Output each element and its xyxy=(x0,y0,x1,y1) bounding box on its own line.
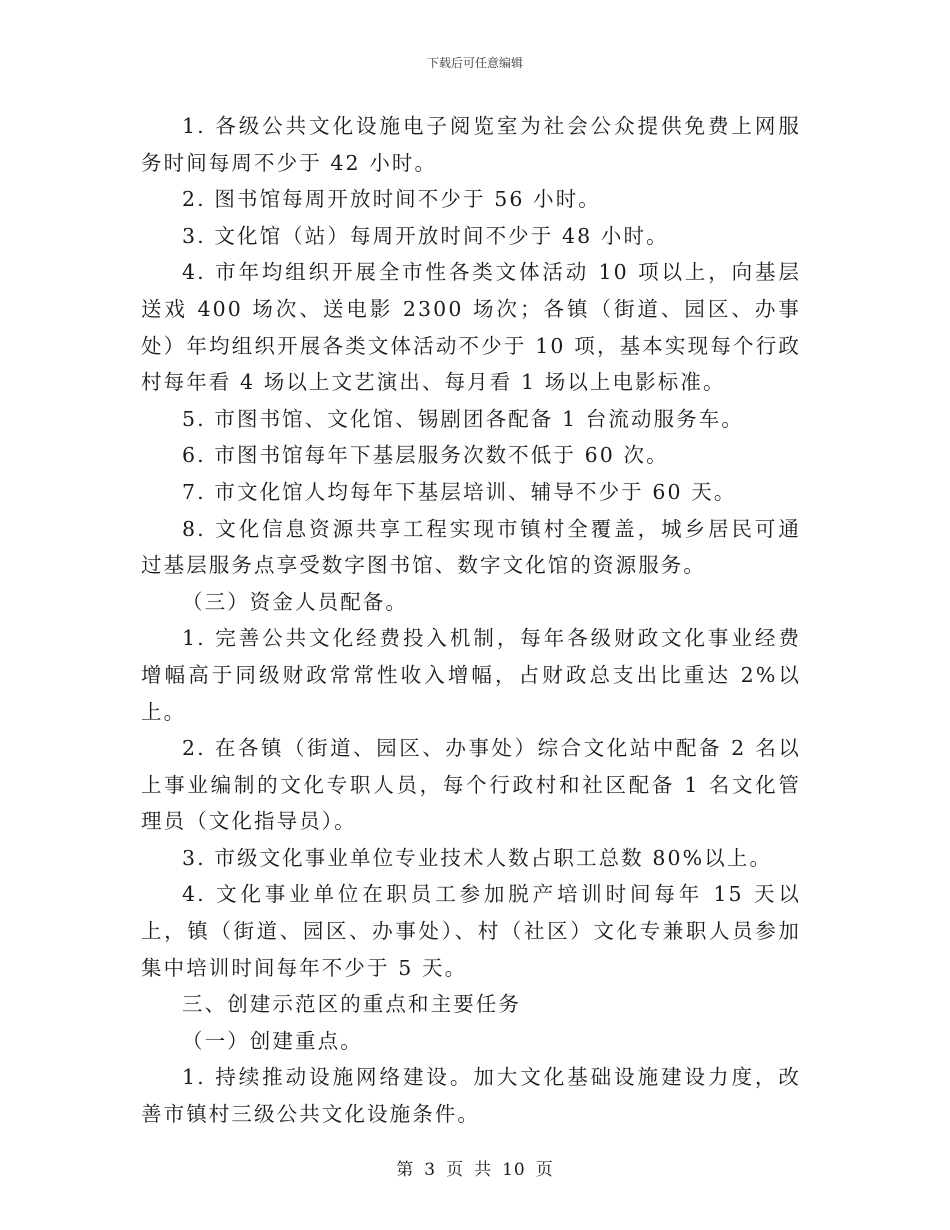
footer-prefix: 第 xyxy=(396,1160,415,1180)
paragraph-item-7: 7. 市文化馆人均每年下基层培训、辅导不少于 60 天。 xyxy=(182,479,737,504)
section-heading-funding-staffing: （三）资金人员配备。 xyxy=(182,589,408,614)
section-heading-creation-focus: （一）创建重点。 xyxy=(182,1028,363,1053)
paragraph-item-2: 2. 图书馆每周开放时间不少于 56 小时。 xyxy=(182,187,601,212)
footer-page-label: 页 xyxy=(446,1160,465,1180)
paragraph-funding-4: 4. 文化事业单位在职员工参加脱产培训时间每年 15 天以上，镇（街道、园区、办事处）、村（社区）文化专兼职人员参加集中培训时间每年不少于 5 天。 xyxy=(141,882,801,980)
paragraph-item-4: 4. 市年均组织开展全市性各类文体活动 10 项以上，向基层送戏 400 场次、送电影 2300 场次；各镇（街道、园区、办事处）年均组织开展各类文体活动不少于 10 项，基本实现每个行政村每年看 4 场以上文艺演出、每月看 1 场以上电影标准。 xyxy=(141,260,801,395)
page-header-note: 下载后可任意编辑 xyxy=(426,56,523,70)
paragraph-item-1: 1. 各级公共文化设施电子阅览室为社会公众提供免费上网服务时间每周不少于 42 小时。 xyxy=(141,114,801,175)
chapter-heading-key-tasks: 三、创建示范区的重点和主要任务 xyxy=(182,992,521,1017)
paragraph-funding-2: 2. 在各镇（街道、园区、办事处）综合文化站中配备 2 名以上事业编制的文化专职人员，每个行政村和社区配备 1 名文化管理员（文化指导员）。 xyxy=(141,736,801,834)
footer-total-label: 共 xyxy=(474,1160,493,1180)
paragraph-funding-3: 3. 市级文化事业单位专业技术人数占职工总数 80%以上。 xyxy=(182,845,773,870)
document-body xyxy=(141,108,801,1133)
footer-total-pages: 10 xyxy=(502,1160,526,1180)
paragraph-item-3: 3. 文化馆（站）每周开放时间不少于 48 小时。 xyxy=(182,223,669,248)
footer-suffix: 页 xyxy=(535,1160,554,1180)
paragraph-item-5: 5. 市图书馆、文化馆、锡剧团各配备 1 台流动服务车。 xyxy=(182,406,744,431)
paragraph-item-6: 6. 市图书馆每年下基层服务次数不低于 60 次。 xyxy=(182,443,669,468)
paragraph-focus-1: 1. 持续推动设施网络建设。加大文化基础设施建设力度，改善市镇村三级公共文化设施条件。 xyxy=(141,1065,801,1127)
paragraph-funding-1: 1. 完善公共文化经费投入机制，每年各级财政文化事业经费增幅高于同级财政常常性收入增幅，占财政总支出比重达 2%以上。 xyxy=(141,626,801,724)
paragraph-item-8: 8. 文化信息资源共享工程实现市镇村全覆盖，城乡居民可通过基层服务点享受数字图书馆、数字文化馆的资源服务。 xyxy=(141,516,801,578)
footer-page-number: 3 xyxy=(424,1160,437,1180)
page-footer xyxy=(0,1155,950,1180)
